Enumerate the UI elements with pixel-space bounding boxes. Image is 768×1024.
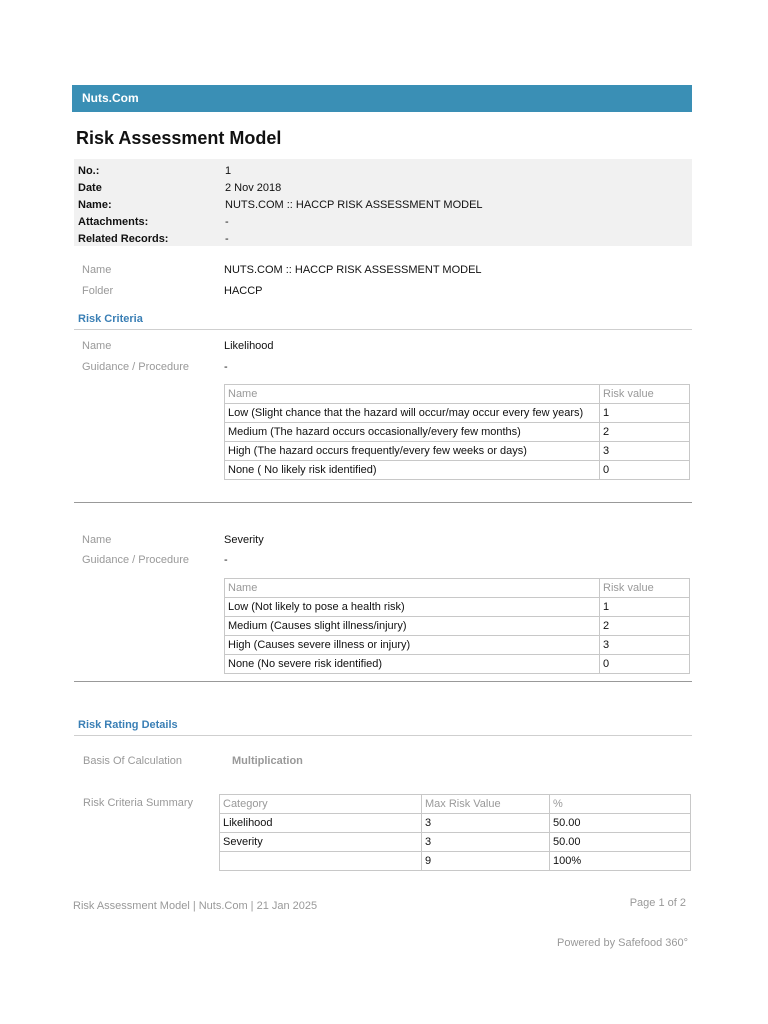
field-value: Multiplication xyxy=(232,755,303,767)
column-header: Category xyxy=(220,795,422,814)
field-label: Name xyxy=(82,340,112,352)
table-row xyxy=(220,833,691,852)
field-label: Risk Criteria Summary xyxy=(83,797,194,809)
column-header: Risk value xyxy=(600,579,690,598)
table-cell: 3 xyxy=(422,833,550,852)
column-header: Risk value xyxy=(600,385,690,404)
table-cell: High (Causes severe illness or injury) xyxy=(225,636,600,655)
table-cell: 0 xyxy=(600,461,690,480)
folder-field xyxy=(82,285,263,297)
column-header: % xyxy=(550,795,691,814)
table-row xyxy=(225,423,690,442)
table-cell: 100% xyxy=(550,852,691,871)
meta-key: Attachments: xyxy=(78,215,149,228)
meta-key: Name: xyxy=(78,198,112,211)
page-title: Risk Assessment Model xyxy=(76,128,282,148)
basis-of-calculation-field xyxy=(83,755,303,767)
table-row xyxy=(225,598,690,617)
field-label: Guidance / Procedure xyxy=(82,361,190,373)
meta-row-attachments xyxy=(78,213,688,230)
table-cell: Medium (The hazard occurs occasionally/every few months) xyxy=(225,423,600,442)
table-cell: Severity xyxy=(220,833,422,852)
table-header-row xyxy=(225,579,690,598)
field-label: Folder xyxy=(82,285,114,297)
record-meta-box xyxy=(74,159,692,246)
criterion-divider xyxy=(74,502,692,503)
table-cell: 50.00 xyxy=(550,814,691,833)
table-cell xyxy=(220,852,422,871)
likelihood-table xyxy=(224,384,690,480)
column-header: Max Risk Value xyxy=(422,795,550,814)
meta-value: - xyxy=(225,232,229,245)
section-divider xyxy=(74,735,692,736)
section-divider xyxy=(74,329,692,330)
field-value: NUTS.COM :: HACCP RISK ASSESSMENT MODEL xyxy=(224,264,482,276)
table-header-row xyxy=(225,385,690,404)
table-header-row xyxy=(220,795,691,814)
table-cell: None ( No likely risk identified) xyxy=(225,461,600,480)
table-cell: 1 xyxy=(600,404,690,423)
meta-value: 1 xyxy=(225,164,232,177)
field-label: Name xyxy=(82,534,112,546)
table-row xyxy=(220,814,691,833)
criterion-divider xyxy=(74,681,692,682)
meta-key: No.: xyxy=(78,164,100,177)
table-cell: Low (Slight chance that the hazard will occur/may occur every few years) xyxy=(225,404,600,423)
table-cell: 0 xyxy=(600,655,690,674)
table-cell: 50.00 xyxy=(550,833,691,852)
table-cell: 3 xyxy=(600,636,690,655)
field-value: HACCP xyxy=(224,285,263,297)
field-value: Likelihood xyxy=(224,340,274,352)
risk-criteria-summary-label xyxy=(83,797,225,809)
meta-key: Date xyxy=(78,181,102,194)
table-cell: Likelihood xyxy=(220,814,422,833)
table-cell: Low (Not likely to pose a health risk) xyxy=(225,598,600,617)
criterion-guidance-field xyxy=(82,361,228,373)
meta-value: NUTS.COM :: HACCP RISK ASSESSMENT MODEL xyxy=(225,198,483,211)
table-row xyxy=(225,655,690,674)
field-value: - xyxy=(224,554,228,566)
field-label: Guidance / Procedure xyxy=(82,554,190,566)
field-value: - xyxy=(224,361,228,373)
field-label: Basis Of Calculation xyxy=(83,755,183,767)
page-number: Page 1 of 2 xyxy=(629,897,686,909)
meta-row-date xyxy=(78,179,688,196)
table-cell: 3 xyxy=(422,814,550,833)
risk-criteria-heading: Risk Criteria xyxy=(78,313,143,325)
risk-criteria-summary-table xyxy=(219,794,691,871)
criterion-guidance-field xyxy=(82,554,228,566)
column-header: Name xyxy=(225,385,600,404)
meta-key: Related Records: xyxy=(78,232,169,245)
severity-table xyxy=(224,578,690,674)
table-row-total xyxy=(220,852,691,871)
risk-rating-heading: Risk Rating Details xyxy=(78,719,178,731)
table-row xyxy=(225,617,690,636)
column-header: Name xyxy=(225,579,600,598)
criterion-name-field xyxy=(82,340,274,352)
field-label: Name xyxy=(82,264,112,276)
footer-document-info: Risk Assessment Model | Nuts.Com | 21 Jan 2025 xyxy=(73,900,318,912)
meta-value: - xyxy=(225,215,229,228)
table-row xyxy=(225,636,690,655)
table-row xyxy=(225,461,690,480)
company-name: Nuts.Com xyxy=(82,91,139,105)
meta-row-name xyxy=(78,196,688,213)
table-cell: High (The hazard occurs frequently/every few weeks or days) xyxy=(225,442,600,461)
meta-value: 2 Nov 2018 xyxy=(225,181,282,194)
meta-row-related-records xyxy=(78,230,688,247)
table-row xyxy=(225,442,690,461)
model-name-field xyxy=(82,264,482,276)
meta-row-no xyxy=(78,162,688,179)
table-row xyxy=(225,404,690,423)
table-cell: 1 xyxy=(600,598,690,617)
powered-by: Powered by Safefood 360° xyxy=(557,937,688,949)
table-cell: None (No severe risk identified) xyxy=(225,655,600,674)
table-cell: 3 xyxy=(600,442,690,461)
table-cell: Medium (Causes slight illness/injury) xyxy=(225,617,600,636)
criterion-name-field xyxy=(82,534,264,546)
table-cell: 9 xyxy=(422,852,550,871)
table-cell: 2 xyxy=(600,423,690,442)
field-value: Severity xyxy=(224,534,264,546)
company-header-bar xyxy=(72,85,692,112)
table-cell: 2 xyxy=(600,617,690,636)
